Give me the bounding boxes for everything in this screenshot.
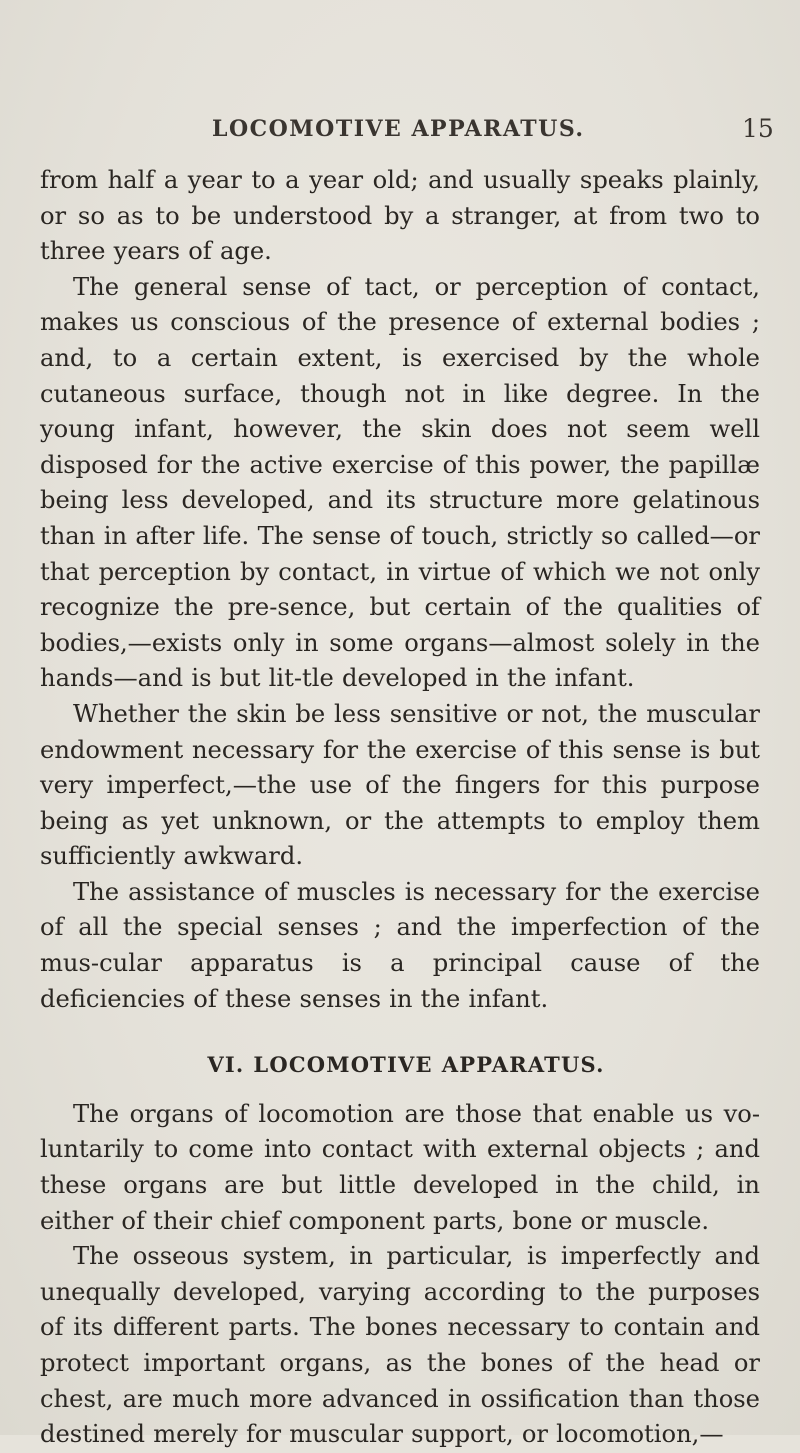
- paragraph-muscles-senses: The assistance of muscles is necessary for the exercise of all the special senses ; and the imperfection of the mus-cular apparatus is a principal cause of the deficiencies of these senses in the infant.: [40, 877, 760, 1013]
- paragraph-continued: from half a year to a year old; and usually speaks plainly, or so as to be understood by a stranger, at from two to three years of age.: [40, 166, 760, 266]
- section-heading: VI. LOCOMOTIVE APPARATUS.: [207, 1052, 605, 1078]
- paragraph-organs-of-locomotion: The organs of locomotion are those that enable us vo-luntarily to come into contact with external objects ; and these organs are but little developed in the child, in either of their chief component parts, bone or muscle.: [40, 1099, 760, 1235]
- running-head: [0, 116, 800, 156]
- paragraph-skin-sensitivity: Whether the skin be less sensitive or not, the muscular endowment necessary for the exercise of this sense is but very imperfect,—the use of the fingers for this purpose being as yet unknown, or the attempts to employ them sufficiently awkward.: [40, 699, 760, 871]
- running-title: LOCOMOTIVE APPARATUS.: [212, 116, 585, 142]
- paragraph-sense-of-tact: The general sense of tact, or perception of contact, makes us conscious of the presence of external bodies ; and, to a certain extent, is exercised by the whole cutaneous surface, though not in like degree. In the young infant, however, the skin does not seem well disposed for the active exercise of this power, the papillæ being less developed, and its structure more gelatinous than in after life. The sense of touch, strictly so called—or that perception by contact, in virtue of which we not only recognize the pre-sence, but certain of the qualities of bodies,—exists only in some organs—almost solely in the hands—and is but lit-tle developed in the infant.: [40, 272, 760, 693]
- body-text: [40, 163, 760, 1453]
- page-number: 15: [742, 114, 774, 143]
- paragraph-osseous-system: The osseous system, in particular, is imperfectly and unequally developed, varying according to the purposes of its different parts. The bones necessary to contain and protect important organs, as the bones of the head or chest, are much more advanced in ossification than those destined merely for muscular support, or locomotion,—: [40, 1242, 760, 1449]
